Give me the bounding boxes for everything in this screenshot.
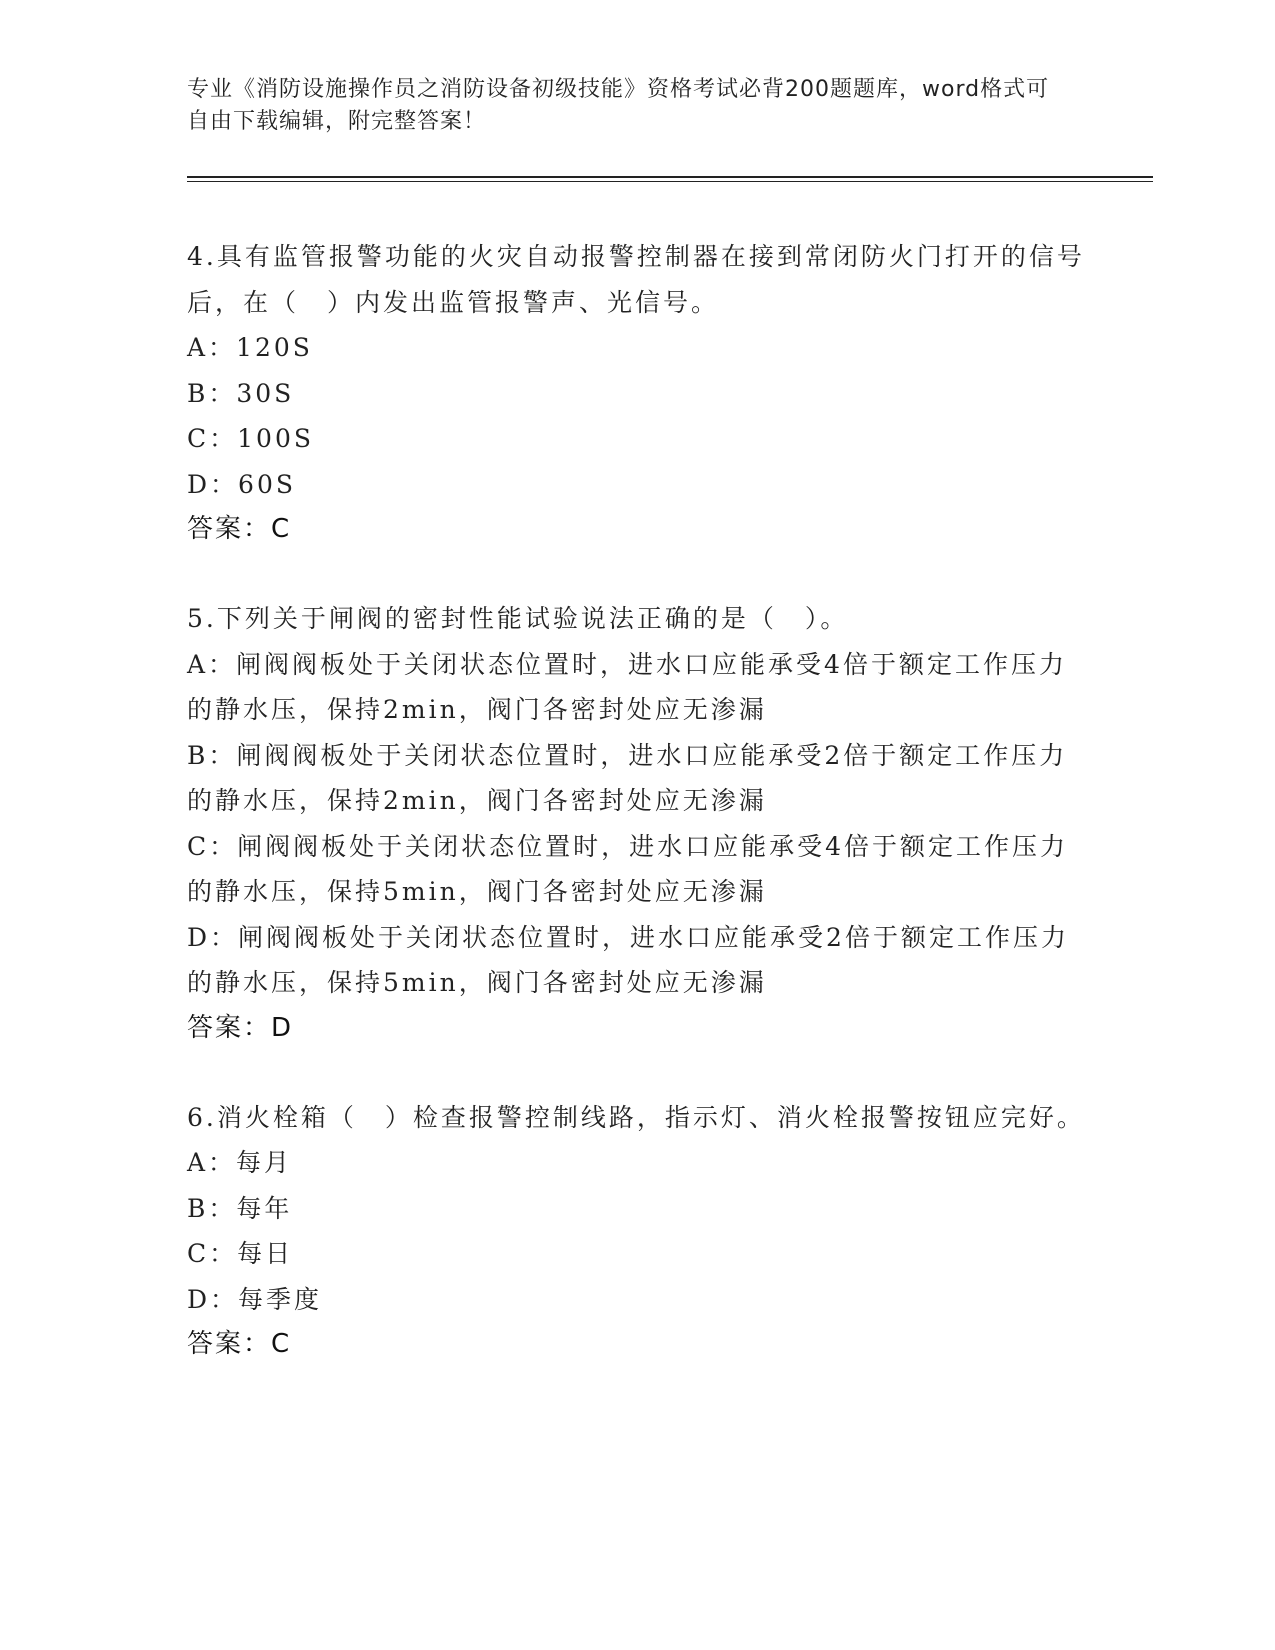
question-4 — [187, 234, 1087, 552]
question-stem: 5.下列关于闸阀的密封性能试验说法正确的是（ ）。 — [187, 604, 849, 633]
option-c: C：100S — [187, 424, 314, 453]
header-divider-thin — [187, 181, 1153, 182]
option-b: B：30S — [187, 378, 295, 408]
answer-label: 答案：C — [187, 514, 292, 544]
option-a: A：每月 — [187, 1148, 293, 1177]
question-6 — [187, 1095, 1087, 1368]
answer-label: 答案：C — [187, 1329, 292, 1359]
document-header: 专业《消防设施操作员之消防设备初级技能》资格考试必背200题题库，word格式可自由下载编辑，附完整答案！ — [187, 77, 1050, 134]
option-d: D：闸阀阀板处于关闭状态位置时，进水口应能承受2倍于额定工作压力的静水压，保持5min，阀门各密封处应无渗漏 — [187, 922, 1069, 997]
option-d: D：每季度 — [187, 1284, 323, 1314]
option-b: B：闸阀阀板处于关闭状态位置时，进水口应能承受2倍于额定工作压力的静水压，保持2min，阀门各密封处应无渗漏 — [187, 740, 1068, 815]
header-divider-thick — [187, 176, 1153, 178]
question-stem: 6.消火栓箱（ ）检查报警控制线路，指示灯、消火栓报警按钮应完好。 — [187, 1102, 1085, 1132]
answer-label: 答案：D — [187, 1012, 294, 1043]
question-stem: 4.具有监管报警功能的火灾自动报警控制器在接到常闭防火门打开的信号后，在（ ）内发出监管报警声、光信号。 — [187, 242, 1085, 317]
option-c: C：每日 — [187, 1239, 294, 1268]
question-5 — [187, 596, 1087, 1051]
option-a: A：闸阀阀板处于关闭状态位置时，进水口应能承受4倍于额定工作压力的静水压，保持2min，阀门各密封处应无渗漏 — [187, 649, 1067, 724]
option-d: D：60S — [187, 469, 296, 499]
option-a: A：120S — [187, 333, 313, 362]
question-list — [187, 234, 1087, 1411]
option-c: C：闸阀阀板处于关闭状态位置时，进水口应能承受4倍于额定工作压力的静水压，保持5min，阀门各密封处应无渗漏 — [187, 831, 1069, 906]
option-b: B：每年 — [187, 1193, 293, 1223]
